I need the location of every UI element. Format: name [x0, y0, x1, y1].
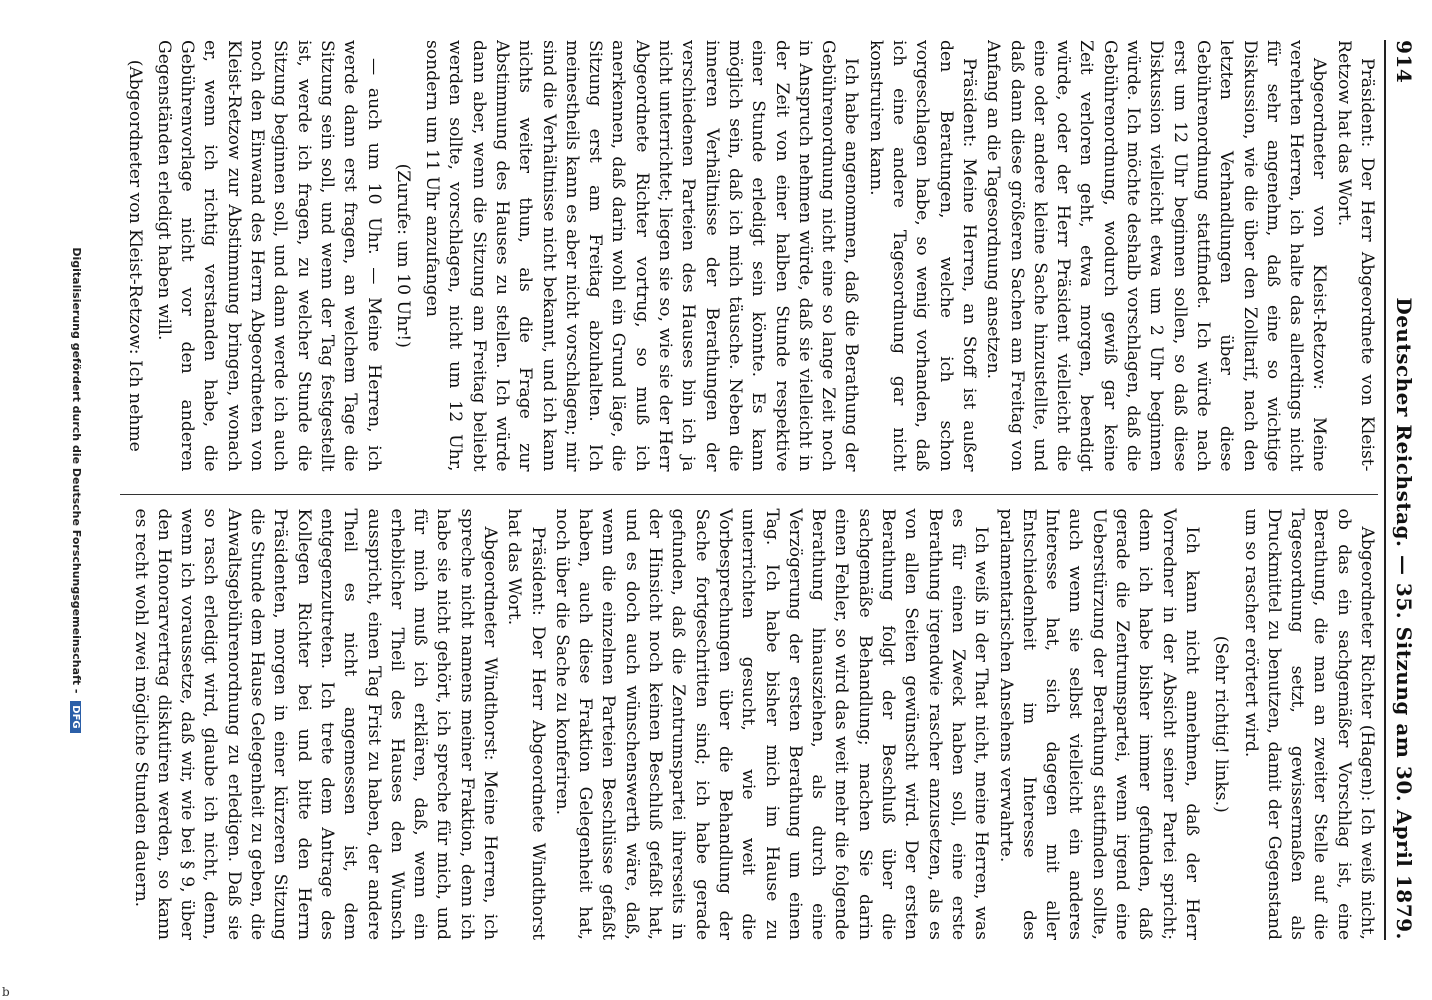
left-column: [120, 40, 1378, 472]
paragraph: Ich habe angenommen, daß die Berathung der Gebührenordnung nicht eine so lange Zeit noch in Anspruch nehmen würde, daß sie vielleicht in der Zeit von einer halben Stunde respektive einer Stunde erledigt sein könnte. Es kann möglich sein, daß ich mich täusche. Neben die inneren Verhältnisse der Berathungen der verschiedenen Parteien des Hauses bin ich ja nicht unterrichtet; liegen sie so, wie sie der Herr Abgeordnete Richter vortrug, so muß ich anerkennen, daß darin wohl ein Grund läge, die Sitzung erst am Freitag abzuhalten. Ich meinestheils kann es aber nicht vorschlagen; mir sind die Verhältnisse nicht bekannt, und ich kann nichts weiter thun, als die Frage zur Abstimmung des Hauses zu stellen. Ich würde dann aber, wenn die Sitzung am Freitag beliebt werden sollte, vorschlagen, nicht um 12 Uhr, sondern um 11 Uhr anzufangen: [422, 40, 862, 472]
right-column: [120, 494, 1378, 941]
paragraph: Ich kann nicht annehmen, daß der Herr Vorredner in der Absicht seiner Partei spricht; denn ich habe bisher immer gefunden, daß gerade die Zentrumspartei, wenn irgend eine Ueberstürzung der Berathung stattfinden sollte, auch wenn sie selbst vielleicht ein anderes Interesse hat, sich dagegen mit aller Entschiedenheit im Interesse des parlamentarischen Ansehens verwahrte.: [995, 508, 1202, 940]
interjection: (Abgeordneter von Kleist-Retzow: Ich nehme: [124, 59, 145, 452]
credit-text: Digitalisierung gefördert durch die Deutsche Forschungsgemeinschaft -: [70, 247, 83, 694]
interjection: [120, 509, 122, 941]
interjection: (Sehr richtig! links.): [1211, 635, 1232, 813]
paragraph: Ich weiß in der That nicht, meine Herren, was es für einen Zweck haben soll, eine erste Berathung irgendwie rascher anzusetzen, als es von allen Seiten gewünscht wird. Der ersten Berathung folgt der Beschluß über die sachgemäße Behandlung; machen Sie darin einen Fehler, so wird das weit mehr die folgende Berathung hinausziehen, als durch eine Verzögerung der ersten Berathung um einen Tag. Ich habe bisher mich im Hause zu unterrichten gesucht, wie weit die Vorbesprechungen über die Behandlung der Sache fortgeschritten sind; ich habe gerade gefunden, daß die Zentrumspartei ihrerseits in der Hinsicht noch keinen Beschluß gefaßt hat, und es doch auch wünschenswerth wäre, daß, wenn die einzelnen Parteien Beschlüsse gefaßt haben, auch diese Fraktion Gelegenheit hat, noch über die Sache zu konferiren.: [551, 508, 992, 940]
paragraph: Präsident: Der Herr Abgeordnete Windthorst hat das Wort.: [504, 508, 548, 940]
paragraph: — auch um 10 Uhr. — Meine Herren, ich werde dann erst fragen, an welchem Tage die Sitzung sein soll, und wenn der Tag festgestellt ist, werde ich fragen, zu welcher Stunde die Sitzung beginnen soll, und dann werde ich auch noch den Einwand des Herrn Abgeordneten von Kleist-Retzow zur Abstimmung bringen, wonach er, wenn ich richtig verstanden habe, die Gebührenvorlage nicht vor den anderen Gegenständen erledigt haben will.: [153, 40, 384, 472]
interjection: (Zurufe: um 10 Uhr!): [392, 163, 413, 348]
paragraph: Abgeordneter Richter (Hagen): Ich weiß nicht, ob das ein sachgemäßer Vorschlag ist, eine Berathung, die man an zweiter Stelle auf die Tagesordnung setzt, gewissermaßen als Druckmittel zu benutzen, damit der Gegenstand um so rascher erörtert wird.: [1240, 508, 1377, 940]
text-columns: [120, 40, 1378, 940]
page-header: [1384, 40, 1422, 940]
dfg-logo: DFG: [70, 701, 81, 732]
digitization-credit: [70, 40, 83, 940]
page-number: 914: [1392, 40, 1416, 84]
corner-mark: b: [2, 985, 10, 999]
paragraph: Abgeordneter Windthorst: Meine Herren, ich spreche nicht namens meiner Fraktion, denn ich habe sie nicht gehört, ich spreche für mich, und für mich muß ich erklären, daß, wenn ein erheblicher Theil des Hauses den Wunsch ausspricht, einen Tag Frist zu haben, der andere Theil es nicht angemessen ist, dem entgegenzutreten. Ich trete dem Antrage des Kollegen Richter bei und bitte den Herrn Präsidenten, morgen in einer kürzeren Sitzung die Stunde dem Hause Gelegenheit zu geben, die Anwaltsgebührenordnung zu erledigen. Daß sie so rasch erledigt wird, glaube ich nicht, denn, wenn ich voraussetze, daß wir, wie bei § 9, über den Honorarvertrag diskutiren werden, so kann es recht wohl zwei mögliche Stunden dauern.: [130, 508, 501, 940]
page-title: Deutscher Reichstag. — 35. Sitzung am 30. April 1879.: [1392, 297, 1416, 940]
paragraph: Präsident: Der Herr Abgeordnete von Kleist-Retzow hat das Wort.: [1333, 40, 1377, 472]
paragraph: Präsident: Meine Herren, an Stoff ist außer den Beratungen, welche ich schon vorgeschlagen habe, so wenig vorhanden, daß ich eine andere Tagesordnung gar nicht konstruiren kann.: [865, 40, 979, 472]
paragraph: Abgeordneter von Kleist-Retzow: Meine verehrten Herren, ich halte das allerdings nicht für sehr angenehm, daß eine so wichtige Diskussion, wie die über den Zolltarif, nach den letzten Verhandlungen über diese Gebührenordnung stattfindet. Ich würde nach erst um 12 Uhr beginnen sollen, so daß diese Diskussion vielleicht etwa um 2 Uhr beginnen würde. Ich möchte deshalb vorschlagen, daß die Gebührenordnung, wodurch gewiß gar keine Zeit verloren geht, etwa morgen, beendigt würde, oder der Herr Präsident vielleicht die eine oder andere kleine Sache hinzustellte, und daß dann diese größeren Sachen am Freitag von Anfang an die Tagesordnung ansetzen.: [983, 40, 1330, 472]
